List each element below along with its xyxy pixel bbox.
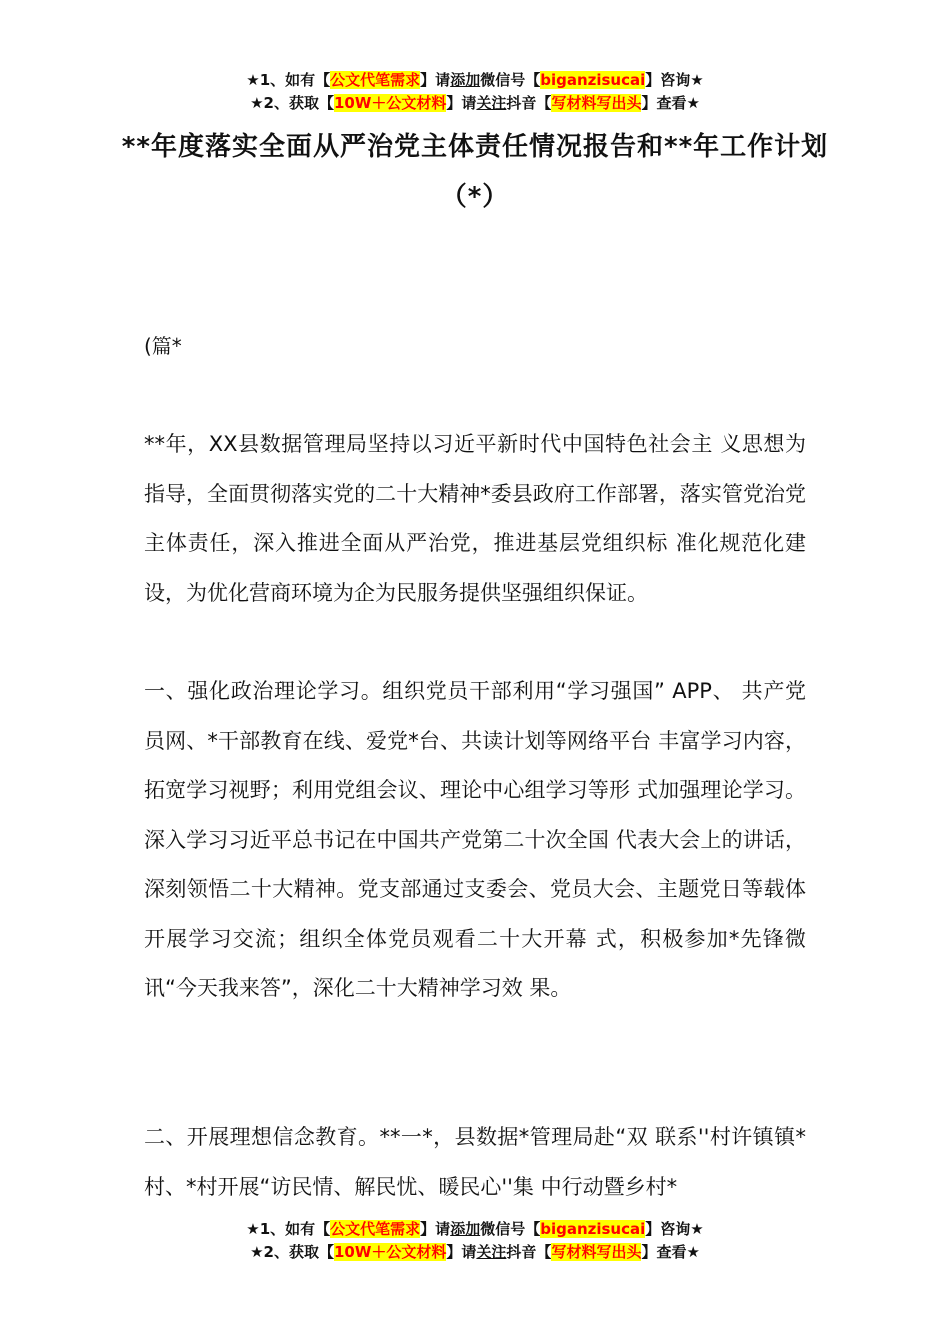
- banner-text: 】查看★: [641, 1243, 700, 1261]
- section-label: (篇*: [144, 334, 182, 358]
- banner-line-1: [0, 1218, 950, 1241]
- banner-text: ★1、如有【: [246, 1220, 331, 1238]
- banner-text: ★2、获取【: [250, 1243, 334, 1261]
- underlined-text: 添加: [450, 1220, 481, 1238]
- banner-text: ★1、如有【: [246, 71, 331, 89]
- highlight-text: 公文代笔需求: [330, 1220, 421, 1238]
- banner-text: 】查看★: [641, 94, 700, 112]
- banner-text: 】请: [446, 1243, 477, 1261]
- banner-text: 抖音【: [506, 1243, 552, 1261]
- highlight-text: 写材料写出头: [551, 94, 642, 112]
- highlight-text: 10W＋公文材料: [333, 94, 447, 112]
- top-banner: [0, 69, 950, 115]
- banner-text: 】请: [446, 94, 477, 112]
- banner-line-2: [0, 92, 950, 115]
- highlight-text: 公文代笔需求: [330, 71, 421, 89]
- highlight-text: biganzisucai: [540, 1220, 646, 1238]
- document-title: **年度落实全面从严治党主体责任情况报告和**年工作计划（*）: [121, 132, 829, 212]
- banner-text: 】请: [420, 71, 451, 89]
- underlined-text: 关注: [476, 94, 507, 112]
- banner-text: 】咨询★: [645, 71, 704, 89]
- highlight-text: biganzisucai: [540, 71, 646, 89]
- bottom-banner: [0, 1218, 950, 1264]
- banner-line-2: [0, 1241, 950, 1264]
- underlined-text: 添加: [450, 71, 481, 89]
- paragraph-study: 一、强化政治理论学习。组织党员干部利用“学习强国” APP、 共产党员网、*干部教育在线、爱党*台、共读计划等网络平台 丰富学习内容，拓宽学习视野；利用党组会议、理论中心组学习等形 式加强理论学习。深入学习习近平总书记在中国共产党第二十次全国 代表大会上的讲话，深刻领悟二十大精神。党支部通过支委会、党员大会、主题党日等载体开展学习交流；组织全体党员观看二十大开幕 式，积极参加*先锋微讯“今天我来答”，深化二十大精神学习效 果。: [144, 679, 806, 1000]
- paragraph-intro: **年，XX县数据管理局坚持以习近平新时代中国特色社会主 义思想为指导，全面贯彻落实党的二十大精神*委县政府工作部署，落实管党治党主体责任，深入推进全面从严治党，推进基层党组织标 准化规范化建设，为优化营商环境为企为民服务提供坚强组织保证。: [144, 432, 806, 605]
- banner-text: 抖音【: [506, 94, 552, 112]
- banner-line-1: [0, 69, 950, 92]
- paragraph-education: 二、开展理想信念教育。**一*，县数据*管理局赴“双 联系''村许镇镇*村、*村开展“访民情、解民忧、暖民心''集 中行动暨乡村*: [144, 1125, 806, 1199]
- banner-text: 】请: [420, 1220, 451, 1238]
- underlined-text: 关注: [476, 1243, 507, 1261]
- banner-text: ★2、获取【: [250, 94, 334, 112]
- highlight-text: 写材料写出头: [551, 1243, 642, 1261]
- highlight-text: 10W＋公文材料: [333, 1243, 447, 1261]
- banner-text: 微信号【: [480, 71, 541, 89]
- banner-text: 】咨询★: [645, 1220, 704, 1238]
- banner-text: 微信号【: [480, 1220, 541, 1238]
